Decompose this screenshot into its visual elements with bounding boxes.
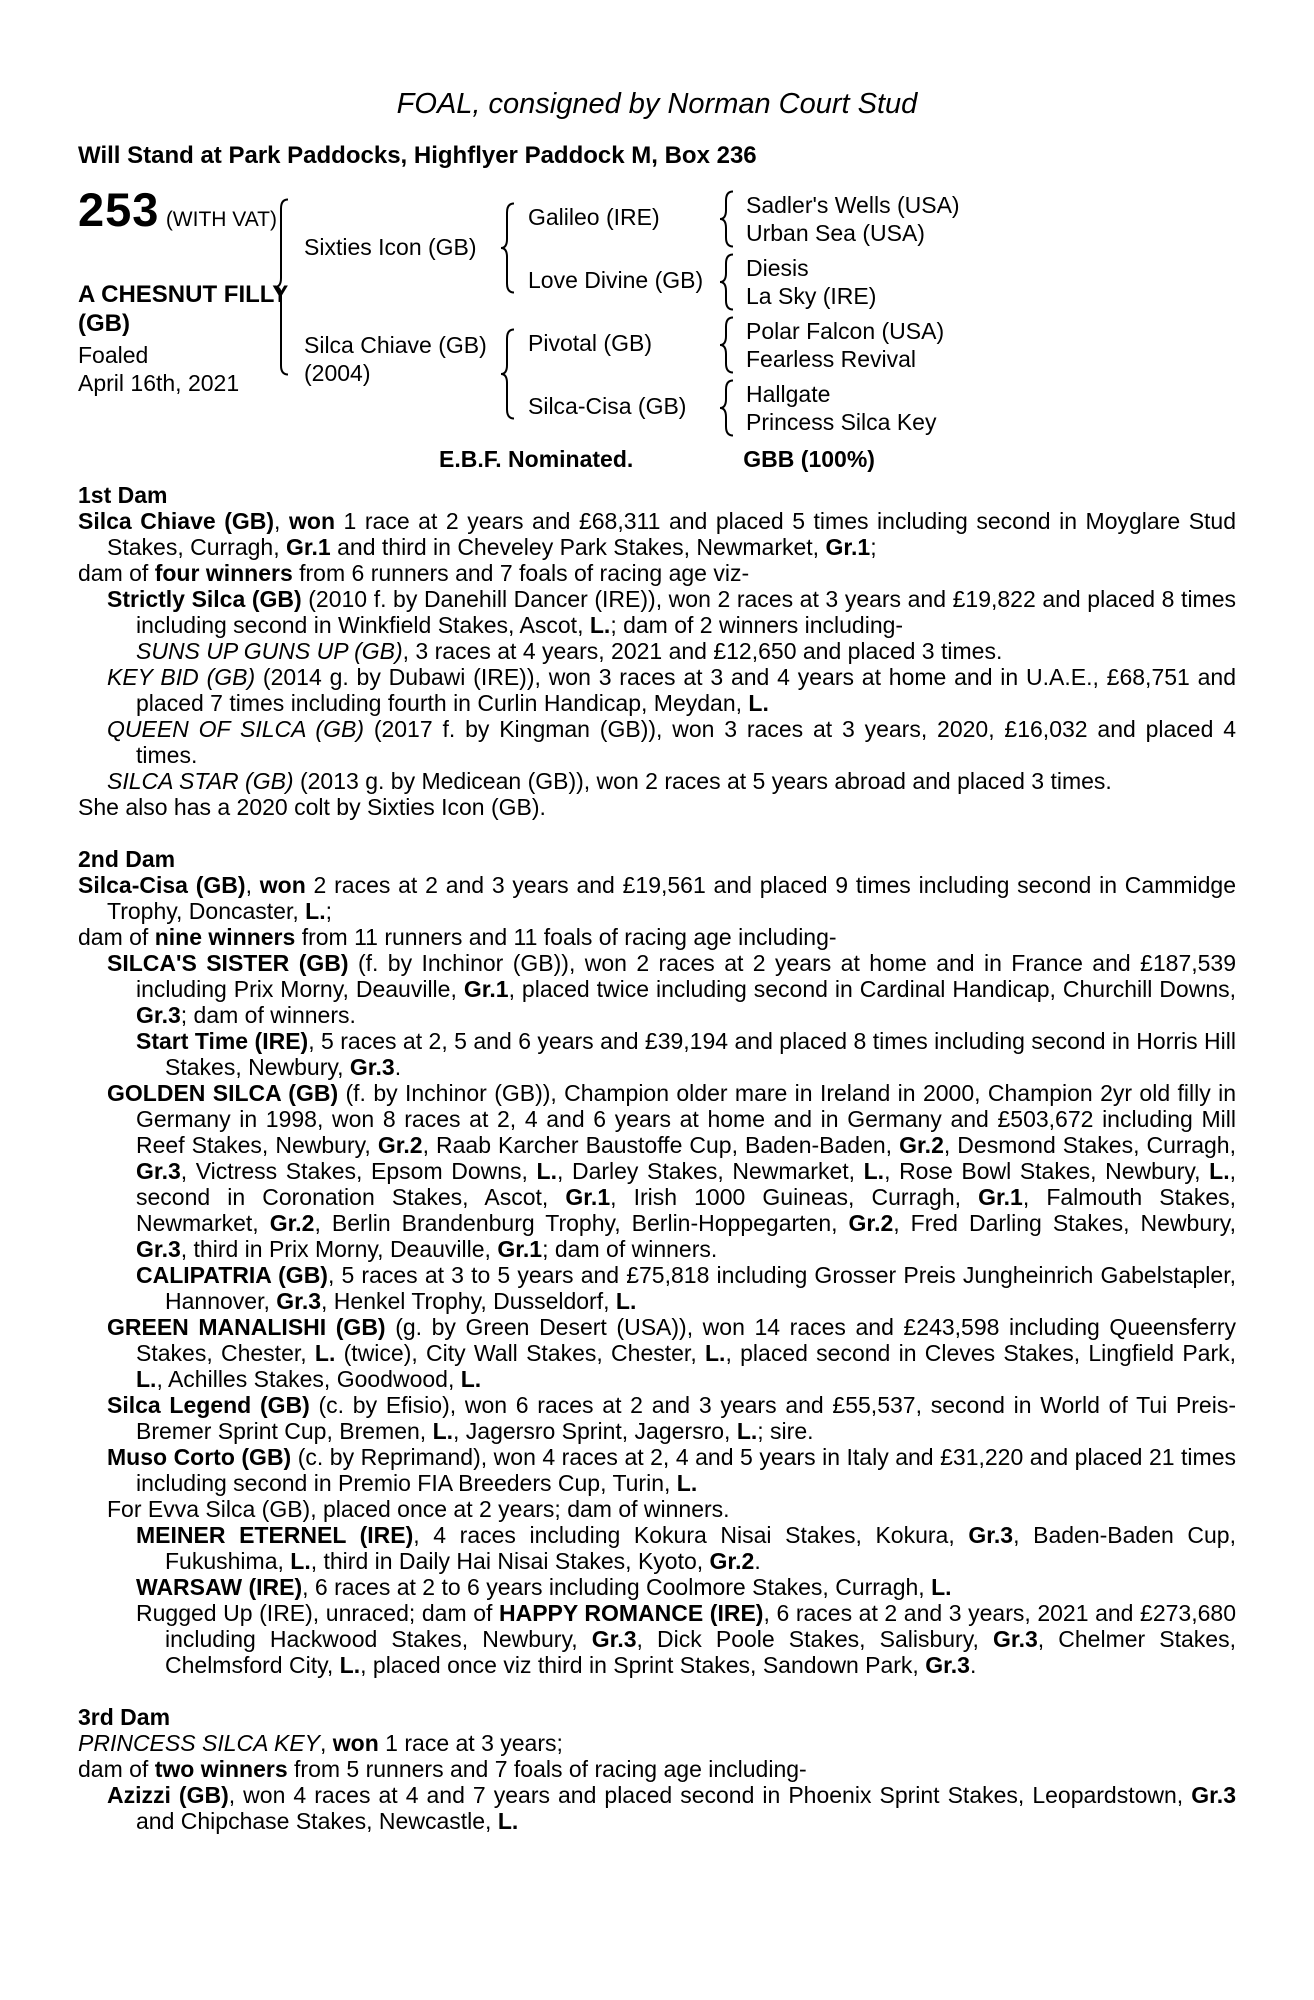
stand-location-line: Will Stand at Park Paddocks, Highflyer Paddock M, Box 236 — [78, 142, 757, 169]
dam-sire-name: Pivotal (GB) — [528, 330, 652, 356]
pedigree-paragraph — [78, 1782, 1236, 1834]
section-heading: 1st Dam — [78, 482, 168, 508]
gbb-note: GBB (100%) — [743, 446, 875, 472]
plain-text: She also has a 2020 colt by Sixties Icon (GB). — [78, 794, 546, 820]
bold-text: Silca Legend (GB) — [107, 1392, 310, 1418]
gg-sire-sire-sire: Sadler's Wells (USA) — [746, 192, 960, 218]
pedigree-paragraph — [78, 1600, 1236, 1678]
bold-text: Gr.3 — [136, 1158, 181, 1184]
italic-text: KEY BID (GB) — [107, 664, 256, 690]
ebf-nominated-note: E.B.F. Nominated. — [439, 446, 634, 472]
italic-text: QUEEN OF SILCA (GB) — [107, 716, 364, 742]
pedigree-brace-dam — [500, 328, 516, 425]
plain-text: , Fred Darling Stakes, Newbury, — [893, 1210, 1236, 1236]
plain-text: , — [274, 508, 289, 534]
bold-text: L. — [748, 690, 769, 716]
plain-text: , Raab Karcher Baustoffe Cup, Baden-Baden, — [422, 1132, 900, 1158]
plain-text: ; sire. — [757, 1418, 814, 1444]
pedigree-paragraph — [78, 1522, 1236, 1574]
pedigree-paragraph — [78, 1444, 1236, 1496]
plain-text: (2014 g. by Dubawi (IRE)), won 3 races at 3 and 4 years at home and in U.A.E., £68,751 and placed 7 times including fourth in Curlin Handicap, Meydan, — [136, 664, 1236, 716]
bold-text: L. — [339, 1652, 361, 1678]
plain-text: ; — [870, 534, 877, 560]
plain-text: (2017 f. by Kingman (GB)), won 3 races at 3 years, 2020, £16,032 and placed 4 times. — [136, 716, 1237, 768]
bold-text: Gr.3 — [968, 1522, 1014, 1548]
gg-sire-dam-dam: La Sky (IRE) — [746, 283, 877, 309]
gg-dam-sire-dam: Fearless Revival — [746, 346, 916, 372]
bold-text: GOLDEN SILCA (GB) — [107, 1080, 339, 1106]
plain-text: dam of — [78, 1756, 155, 1782]
bold-text: Gr.1 — [825, 534, 871, 560]
pedigree-brace-dam-dam — [719, 379, 735, 442]
bold-text: two winners — [154, 1756, 288, 1782]
plain-text: (f. by Inchinor (GB)), Champion older mare in Ireland in 2000, Champion 2yr old filly in Germany in 1998, won 8 races at 2, 4 and 6 years at home and in Germany and £503,672 including Mill Reef Stakes, Newbury, — [136, 1080, 1236, 1158]
plain-text: , Berlin Brandenburg Trophy, Berlin-Hoppegarten, — [314, 1210, 849, 1236]
gg-dam-dam-dam: Princess Silca Key — [746, 409, 937, 435]
bold-text: L. — [615, 1288, 637, 1314]
pedigree-brace-sire-sire — [719, 190, 735, 253]
plain-text: (g. by Green Desert (USA)), won 14 races and £243,598 including Queensferry Stakes, Chester, — [136, 1314, 1236, 1366]
gg-sire-sire-dam: Urban Sea (USA) — [746, 220, 925, 246]
plain-text: ; dam of winners. — [180, 1002, 356, 1028]
plain-text: 2 races at 2 and 3 years and £19,561 and placed 9 times including second in Cammidge Trophy, Doncaster, — [107, 872, 1237, 924]
bold-text: Start Time (IRE) — [136, 1028, 309, 1054]
bold-text: L. — [736, 1418, 758, 1444]
bold-text: Muso Corto (GB) — [107, 1444, 292, 1470]
bold-text: Gr.3 — [136, 1236, 181, 1262]
pedigree-paragraph — [78, 950, 1236, 1028]
pedigree-paragraph — [78, 872, 1236, 924]
plain-text: , second in Coronation Stakes, Ascot, — [136, 1158, 1236, 1210]
nomination-row — [78, 446, 1236, 472]
bold-text: Gr.2 — [709, 1548, 755, 1574]
plain-text: (2013 g. by Medicean (GB)), won 2 races at 5 years abroad and placed 3 times. — [293, 768, 1112, 794]
bold-text: Silca-Cisa (GB) — [78, 872, 246, 898]
bold-text: four winners — [154, 560, 293, 586]
plain-text: 1 race at 2 years and £68,311 and placed 5 times including second in Moyglare Stud Stakes, Curragh, — [107, 508, 1237, 560]
bold-text: nine winners — [154, 924, 296, 950]
section-heading: 2nd Dam — [78, 846, 176, 872]
plain-text: , Falmouth Stakes, Newmarket, — [136, 1184, 1236, 1236]
pedigree-paragraph — [78, 1080, 1236, 1262]
lot-number: 253 — [78, 183, 160, 236]
bold-text: L. — [676, 1470, 698, 1496]
horse-description-line2: (GB) — [78, 310, 130, 337]
bold-text: HAPPY ROMANCE (IRE) — [498, 1600, 764, 1626]
plain-text: , Rose Bowl Stakes, Newbury, — [884, 1158, 1210, 1184]
bold-text: Gr.1 — [497, 1236, 543, 1262]
plain-text: , 5 races at 2, 5 and 6 years and £39,194 and placed 8 times including second in Horris Hill Stakes, Newbury, — [165, 1028, 1236, 1080]
section-heading: 3rd Dam — [78, 1704, 171, 1730]
plain-text: (c. by Reprimand), won 4 races at 2, 4 and 5 years in Italy and £31,220 and placed 21 times including second in Premio FIA Breeders Cup, Turin, — [136, 1444, 1236, 1496]
plain-text: ; dam of winners. — [542, 1236, 718, 1262]
plain-text: , placed twice including second in Cardinal Handicap, Churchill Downs, — [508, 976, 1236, 1002]
lot-header — [78, 183, 278, 236]
bold-text: Gr.2 — [269, 1210, 315, 1236]
pedigree-paragraph — [78, 1314, 1236, 1392]
pedigree-sections — [78, 482, 1236, 1834]
italic-text: SILCA STAR (GB) — [107, 768, 294, 794]
plain-text: , third in Prix Morny, Deauville, — [180, 1236, 498, 1262]
bold-text: WARSAW (IRE) — [136, 1574, 303, 1600]
plain-text: , Dick Poole Stakes, Salisbury, — [636, 1626, 993, 1652]
horse-description — [78, 280, 288, 338]
sire-dam-name: Love Divine (GB) — [528, 267, 704, 293]
bold-text: Gr.3 — [349, 1054, 395, 1080]
plain-text: , Darley Stakes, Newmarket, — [556, 1158, 864, 1184]
bold-text: MEINER ETERNEL (IRE) — [136, 1522, 414, 1548]
plain-text: , placed second in Cleves Stakes, Lingfield Park, — [725, 1340, 1236, 1366]
gg-sire-dam-sire: Diesis — [746, 255, 809, 281]
plain-text: from 6 runners and 7 foals of racing age viz- — [292, 560, 750, 586]
plain-text: from 11 runners and 11 foals of racing age including- — [295, 924, 837, 950]
pedigree-paragraph — [78, 586, 1236, 638]
pedigree-paragraph — [78, 768, 1236, 794]
bold-text: L. — [705, 1340, 726, 1366]
bold-text: L. — [497, 1808, 519, 1834]
bold-text: L. — [460, 1366, 482, 1392]
consignment-title: FOAL, consigned by Norman Court Stud — [396, 88, 918, 120]
bold-text: Gr.3 — [136, 1002, 181, 1028]
pedigree-paragraph — [78, 794, 1236, 820]
plain-text: , Victress Stakes, Epsom Downs, — [180, 1158, 537, 1184]
bold-text: L. — [290, 1548, 311, 1574]
bold-text: won — [289, 508, 335, 534]
bold-text: Gr.1 — [978, 1184, 1023, 1210]
pedigree-paragraph — [78, 924, 1236, 950]
pedigree-paragraph — [78, 560, 1236, 586]
plain-text: , placed once viz third in Sprint Stakes, Sandown Park, — [360, 1652, 926, 1678]
bold-text: GREEN MANALISHI (GB) — [107, 1314, 386, 1340]
bold-text: CALIPATRIA (GB) — [136, 1262, 328, 1288]
dam-name: Silca Chiave (GB) — [304, 332, 487, 358]
plain-text: , Irish 1000 Guineas, Curragh, — [610, 1184, 979, 1210]
dam-dam-name: Silca-Cisa (GB) — [528, 393, 687, 419]
bold-text: Gr.2 — [848, 1210, 894, 1236]
sire-sire-name: Galileo (IRE) — [528, 204, 660, 230]
plain-text: , Desmond Stakes, Curragh, — [943, 1132, 1236, 1158]
bold-text: L. — [931, 1574, 952, 1600]
gg-dam-sire-sire: Polar Falcon (USA) — [746, 318, 945, 344]
plain-text: . — [394, 1054, 402, 1080]
bold-text: Azizzi (GB) — [107, 1782, 229, 1808]
plain-text: , won 4 races at 4 and 7 years and placed second in Phoenix Sprint Stakes, Leopardstown, — [228, 1782, 1192, 1808]
pedigree-paragraph — [78, 664, 1236, 716]
plain-text: , Chelmer Stakes, Chelmsford City, — [165, 1626, 1236, 1678]
plain-text: , 6 races at 2 and 3 years, 2021 and £273,680 including Hackwood Stakes, Newbury, — [165, 1600, 1236, 1652]
plain-text: , third in Daily Hai Nisai Stakes, Kyoto, — [310, 1548, 710, 1574]
plain-text: For Evva Silca (GB), placed once at 2 years; dam of winners. — [107, 1496, 730, 1522]
bold-text: L. — [432, 1418, 454, 1444]
plain-text: and Chipchase Stakes, Newcastle, — [136, 1808, 498, 1834]
bold-text: Gr.1 — [285, 534, 331, 560]
pedigree-paragraph — [78, 716, 1236, 768]
plain-text: , Achilles Stakes, Goodwood, — [156, 1366, 461, 1392]
plain-text: , 4 races including Kokura Nisai Stakes, Kokura, — [413, 1522, 969, 1548]
pedigree-brace-sire-dam — [719, 253, 735, 316]
bold-text: Gr.3 — [591, 1626, 637, 1652]
plain-text: from 5 runners and 7 foals of racing age including- — [287, 1756, 807, 1782]
horse-description-line1: A CHESNUT FILLY — [78, 281, 289, 308]
plain-text: , 5 races at 3 to 5 years and £75,818 including Grosser Preis Jungheinrich Gabelstapler, Hannover, — [165, 1262, 1236, 1314]
plain-text: and third in Cheveley Park Stakes, Newmarket, — [330, 534, 826, 560]
plain-text: dam of — [78, 560, 155, 586]
foaled-date: April 16th, 2021 — [78, 370, 240, 396]
sire-name: Sixties Icon (GB) — [304, 234, 477, 260]
plain-text: ; — [325, 898, 332, 924]
pedigree-paragraph — [78, 1574, 1236, 1600]
bold-text: SILCA'S SISTER (GB) — [107, 950, 349, 976]
pedigree-paragraph — [78, 1262, 1236, 1314]
plain-text: , — [320, 1730, 333, 1756]
bold-text: Gr.1 — [463, 976, 509, 1002]
plain-text: , Baden-Baden Cup, Fukushima, — [165, 1522, 1236, 1574]
bold-text: won — [332, 1730, 379, 1756]
italic-text: SUNS UP GUNS UP (GB) — [136, 638, 403, 664]
vat-note: (WITH VAT) — [165, 208, 278, 231]
pedigree-paragraph — [78, 1496, 1236, 1522]
pedigree-paragraph — [78, 1028, 1236, 1080]
bold-text: Strictly Silca (GB) — [107, 586, 302, 612]
pedigree-paragraph — [78, 508, 1236, 560]
bold-text: Gr.1 — [565, 1184, 611, 1210]
gg-dam-dam-sire: Hallgate — [746, 381, 831, 407]
pedigree-paragraph — [78, 1392, 1236, 1444]
plain-text: (2010 f. by Danehill Dancer (IRE)), won 2 races at 3 years and £19,822 and placed 8 times including second in Winkfield Stakes, Ascot, — [136, 586, 1236, 638]
plain-text: ; dam of 2 winners including- — [610, 612, 904, 638]
italic-text: PRINCESS SILCA KEY — [78, 1730, 321, 1756]
pedigree-paragraph — [78, 1730, 1236, 1756]
bold-text: L. — [305, 898, 326, 924]
plain-text: . — [754, 1548, 761, 1574]
bold-text: Gr.3 — [276, 1288, 322, 1314]
bold-text: Gr.2 — [377, 1132, 423, 1158]
plain-text: , 3 races at 4 years, 2021 and £12,650 and placed 3 times. — [402, 638, 1003, 664]
bold-text: Gr.3 — [993, 1626, 1038, 1652]
bold-text: L. — [314, 1340, 336, 1366]
plain-text: , Jagersro Sprint, Jagersro, — [453, 1418, 737, 1444]
pedigree-paragraph — [78, 1756, 1236, 1782]
plain-text: (c. by Efisio), won 6 races at 2 and 3 years and £55,537, second in World of Tui Preis-Bremer Sprint Cup, Bremen, — [136, 1392, 1236, 1444]
dam-year: (2004) — [304, 360, 371, 386]
plain-text: (f. by Inchinor (GB)), won 2 races at 2 years at home and in France and £187,539 including Prix Morny, Deauville, — [136, 950, 1237, 1002]
bold-text: L. — [863, 1158, 885, 1184]
plain-text: . — [969, 1652, 977, 1678]
bold-text: L. — [136, 1366, 157, 1392]
pedigree-brace-dam-sire — [719, 316, 735, 379]
plain-text: (twice), City Wall Stakes, Chester, — [335, 1340, 705, 1366]
pedigree-tree — [78, 184, 1236, 442]
plain-text: , 6 races at 2 to 6 years including Coolmore Stakes, Curragh, — [302, 1574, 932, 1600]
plain-text: , — [245, 872, 260, 898]
bold-text: Silca Chiave (GB) — [78, 508, 275, 534]
bold-text: Gr.2 — [899, 1132, 944, 1158]
plain-text: dam of — [78, 924, 155, 950]
bold-text: L. — [589, 612, 611, 638]
bold-text: Gr.3 — [1191, 1782, 1236, 1808]
bold-text: won — [259, 872, 306, 898]
pedigree-brace-sire — [500, 202, 516, 299]
pedigree-paragraph — [78, 638, 1236, 664]
pedigree-brace-root — [274, 198, 290, 381]
bold-text: Gr.3 — [925, 1652, 970, 1678]
plain-text: Rugged Up (IRE), unraced; dam of — [136, 1600, 499, 1626]
bold-text: L. — [536, 1158, 557, 1184]
bold-text: L. — [1209, 1158, 1230, 1184]
plain-text: 1 race at 3 years; — [378, 1730, 563, 1756]
foaled-label: Foaled — [78, 342, 149, 368]
plain-text: , Henkel Trophy, Dusseldorf, — [321, 1288, 616, 1314]
